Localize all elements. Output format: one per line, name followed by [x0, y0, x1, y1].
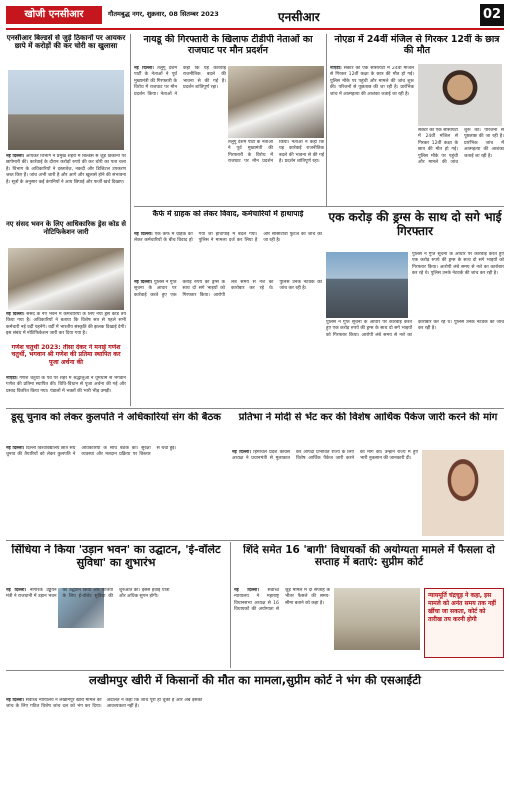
- dateline: नोएडा।: [330, 66, 342, 71]
- story-cafe: [134, 210, 322, 232]
- dateline: नई दिल्ली।: [234, 588, 260, 593]
- story-body: [6, 376, 126, 406]
- story-body-cont: [418, 128, 504, 204]
- dateline: नई दिल्ली।: [6, 588, 27, 593]
- story-drugs: [326, 210, 504, 250]
- pratibha-photo: [422, 450, 504, 536]
- row-divider: [6, 408, 504, 409]
- headline: लखीमपुर खीरी में किसानों की मौत का मामला,सुप्रीम कोर्ट ने भंग की एसआईटी: [89, 674, 421, 687]
- body-text: संसद के नए भवन में कर्मचारियों के लिए नया ड्रेस कोड तय किया गया है। अधिकारियों ने बताया कि विशेष सत्र से पहले सभी कर्मचारी नई वर्दी पहनेंगे। वर्दी में भारतीय संस्कृति की झलक दिखाई देगी। इस संबंध में नोटिफिकेशन जारी कर दिया गया है।: [6, 312, 126, 337]
- story-body: [232, 450, 418, 538]
- page-number: 02: [480, 4, 504, 26]
- story-body: [134, 232, 322, 276]
- section-title: एनसीआर: [278, 10, 320, 24]
- column-divider: [230, 542, 231, 668]
- body-text: आयकर विभाग ने प्रमुख शहरों में बिल्डर्स से जुड़े ठिकानों पर छापेमारी की। कार्रवाई के दौरान करोड़ों रुपये की कर चोरी का पता चला है। विभाग के अधिकारियों ने दस्तावेज़, नकदी और डिजिटल उपकरण जब्त किए हैं। जांच अभी जारी है और आगे और खुलासे होने की संभावना है। सूत्रों के अनुसार कई कंपनियों ने आय छिपाई और फर्जी खर्च दिखाए।: [6, 154, 126, 185]
- story-body-cont: [326, 320, 504, 402]
- paper-name: खोजी एनसीआर: [6, 6, 102, 24]
- parliament-photo: [8, 248, 124, 310]
- story-body: [6, 446, 226, 538]
- body-text: पुलिस ने गुप्त सूचना के आधार पर कार्रवाई करते हुए एक करोड़ रुपये की ड्रग्स के साथ दो सगे भाइयों को गिरफ्तार किया। आरोपी लंबे समय से नशे का कारोबार कर रहे थे। पुलिस उनके नेटवर्क की जांच कर रही है।: [412, 252, 504, 277]
- dateline: नोएडा।: [6, 376, 18, 381]
- body-text: सेक्टर की एक सोसायटी में 24वीं मंजिल से गिरकर 12वीं कक्षा के छात्र की मौत हो गई। पुलिस मौके पर पहुंची और मामले की जांच शुरू की। परिजनों से पूछताछ की जा रही है। प्रारंभिक जांच में आत्महत्या की आशंका जताई जा रही है।: [418, 128, 504, 166]
- story-body: [234, 588, 330, 668]
- body-text: पुलिस ने गुप्त सूचना के आधार पर कार्रवाई करते हुए एक करोड़ रुपये की ड्रग्स के साथ दो सगे भाइयों को गिरफ्तार किया। आरोपी लंबे समय से नशे का कारोबार कर रहे थे। पुलिस उनके नेटवर्क की जांच कर रही है।: [134, 280, 322, 298]
- story-scindia: [6, 544, 226, 584]
- protest-photo: [228, 66, 324, 138]
- story-noida-student: [330, 34, 504, 64]
- headline: डूसू चुनाव को लेकर कुलपति ने अधिकारियों संग की बैठक: [11, 412, 221, 423]
- headline: शिंदे समेत 16 'बागी' विधायकों की अयोग्यता मामले में फैसला दो सप्ताह में बताएं: सुप्रीम कोर्ट: [243, 544, 495, 569]
- body-text: हिमाचल प्रदेश कांग्रेस अध्यक्ष ने प्रधानमंत्री से मुलाकात कर आपदा प्रभावित राज्य के लिए विशेष आर्थिक पैकेज जारी करने की मांग की। उन्होंने राज्य में हुए भारी नुकसान की जानकारी दी।: [232, 450, 418, 462]
- column-divider: [326, 34, 327, 206]
- story-body: [6, 698, 504, 794]
- story-shinde: [234, 544, 504, 584]
- story-dusu: [6, 412, 226, 442]
- dateline: नई दिल्ली।: [134, 232, 153, 237]
- story-body: [134, 280, 322, 402]
- body-text: पुलिस ने गुप्त सूचना के आधार पर कार्रवाई करते हुए एक करोड़ रुपये की ड्रग्स के साथ दो सगे भाइयों को गिरफ्तार किया। आरोपी लंबे समय से नशे का कारोबार कर रहे थे। पुलिस उनके नेटवर्क की जांच कर रही है।: [326, 320, 504, 338]
- headline: नायडू की गिरफ्तारी के खिलाफ टीडीपी नेताओं का राजघाट पर मौन प्रदर्शन: [143, 34, 313, 57]
- body-text: सेक्टर की एक सोसायटी में 24वीं मंजिल से गिरकर 12वीं कक्षा के छात्र की मौत हो गई। पुलिस मौके पर पहुंची और मामले की जांच शुरू की। परिजनों से पूछताछ की जा रही है। प्रारंभिक जांच में आत्महत्या की आशंका जताई जा रही है।: [330, 66, 414, 97]
- headline: गणेश चतुर्थी 2023: तीसा देकर ने मनाई गणेश चतुर्थी, भगवान श्री गणेश की प्रतिमा स्थापित कर पूजा अर्चना की: [11, 344, 121, 366]
- column-divider: [130, 34, 131, 406]
- body-text: तेलुगु देशम पार्टी के नेताओं ने पूर्व मुख्यमंत्री की गिरफ्तारी के विरोध में राजघाट पर मौन प्रदर्शन किया। नेताओं ने कहा कि यह कार्रवाई राजनीतिक बदले की भावना से की गई है। प्रदर्शन शांतिपूर्ण रहा।: [228, 140, 324, 165]
- building-photo: [8, 70, 124, 150]
- body-text: सर्वोच्च न्यायालय ने लखीमपुर खीरी मामले की जांच के लिए गठित विशेष जांच दल को भंग कर दिया। अदालत ने कहा कि जांच पूरी हो चुकी है और अब इसकी आवश्यकता नहीं है।: [6, 698, 203, 710]
- dateline: नई दिल्ली।: [6, 312, 25, 317]
- headline: नए संसद भवन के लिए आधिकारिक ड्रेस कोड से नोटिफिकेशन जारी: [6, 220, 126, 237]
- dateline: नई दिल्ली।: [6, 698, 25, 703]
- story-body-cont: [412, 252, 504, 318]
- dateline: नई दिल्ली।: [6, 446, 25, 451]
- dateline: नई दिल्ली।: [134, 66, 154, 71]
- supreme-court-photo: [334, 588, 420, 650]
- headline: नोएडा में 24वीं मंजिल से गिरकर 12वीं के छात्र की मौत: [334, 34, 500, 57]
- body-text: दिल्ली विश्वविद्यालय छात्र संघ चुनाव की तैयारियों को लेकर कुलपति ने अधिकारियों के साथ बैठक की। सुरक्षा व्यवस्था और मतदान प्रक्रिया पर विस्तार से चर्चा हुई।: [6, 446, 177, 458]
- story-ganesh: [6, 344, 126, 374]
- story-body: [134, 66, 226, 204]
- police-station-photo: [326, 252, 408, 318]
- body-text: सर्वोच्च न्यायालय ने महाराष्ट्र विधानसभा अध्यक्ष से 16 विधायकों की अयोग्यता से जुड़े मामले में दो सप्ताह के भीतर फैसले की समय-सीमा बताने को कहा है।: [234, 588, 330, 613]
- story-parliament-dress: [6, 220, 126, 246]
- masthead: [6, 4, 504, 30]
- story-pratibha: [232, 412, 504, 446]
- headline: प्रतिभा ने मोदी से भेंट कर की विशेष आर्थिक पैकेज जारी करने की मांग: [238, 412, 498, 423]
- dateline: नई दिल्ली।: [232, 450, 251, 455]
- row-divider: [134, 206, 504, 207]
- dateline: नई दिल्ली।: [6, 154, 25, 159]
- headline: सिंधिया ने किया 'उड़ान भवन' का उद्घाटन, 'ई-वॉलेट सुविधा' का शुभारंभ: [11, 544, 221, 569]
- story-tdp-protest: [134, 34, 322, 64]
- story-body: [6, 154, 126, 216]
- body-text: तेलुगु देशम पार्टी के नेताओं ने पूर्व मुख्यमंत्री की गिरफ्तारी के विरोध में राजघाट पर मौन प्रदर्शन किया। नेताओं ने कहा कि यह कार्रवाई राजनीतिक बदले की भावना से की गई है। प्रदर्शन शांतिपूर्ण रहा।: [134, 66, 226, 97]
- row-divider: [6, 540, 504, 541]
- body-text: एक कैफे में ग्राहक को लेकर कर्मचारियों के बीच विवाद हो गया जो हाथापाई में बदल गया। पुलिस ने मामला दर्ज कर लिया है और सीसीटीवी फुटेज की जांच की जा रही है।: [134, 232, 322, 244]
- story-body: [6, 588, 226, 668]
- student-photo: [418, 64, 502, 126]
- headline: कैफे में ग्राहक को लेकर विवाद, कर्मचारियों में हाथापाई: [152, 210, 304, 218]
- story-lakhimpur: [6, 674, 504, 696]
- date-line: गौतमबुद्ध नगर, शुक्रवार, 08 सितम्बर 2023: [108, 10, 219, 18]
- body-text: गणेश चतुर्थी के पर्व पर शहर में श्रद्धालुओं ने धूमधाम से भगवान गणेश की प्रतिमा स्थापित की। विधि-विधान से पूजा अर्चना की गई और प्रसाद वितरित किया गया। पंडालों में भक्तों की भारी भीड़ उमड़ी।: [6, 376, 126, 394]
- headline: एक करोड़ की ड्रग्स के साथ दो सगे भाई गिरफ्तार: [328, 210, 502, 239]
- story-body-cont: [228, 140, 324, 204]
- story-body: [330, 66, 414, 204]
- masthead-rule: [6, 28, 504, 30]
- headline: एनसीआर बिल्डर्स से जुड़े ठिकानों पर आयकर छापे में करोड़ों की कर चोरी का खुलासा: [6, 34, 126, 51]
- pull-quote-box: [424, 588, 504, 658]
- pull-quote: न्यायमूर्ति चंद्रचूड़ ने कहा, इस मामले को अनंत समय तक नहीं खींचा जा सकता, कोर्ट को तारीख तय करनी होगी: [428, 592, 496, 623]
- row-divider: [6, 670, 504, 671]
- body-text: नागरिक उड्डयन मंत्री ने राजधानी में उड़ान भवन का उद्घाटन किया और यात्रियों के लिए ई-वॉलेट सुविधा की शुरुआत की। इससे हवाई यात्रा और अधिक सुगम होगी।: [6, 588, 170, 600]
- dateline: नई दिल्ली।: [134, 280, 153, 285]
- story-body: [6, 312, 126, 342]
